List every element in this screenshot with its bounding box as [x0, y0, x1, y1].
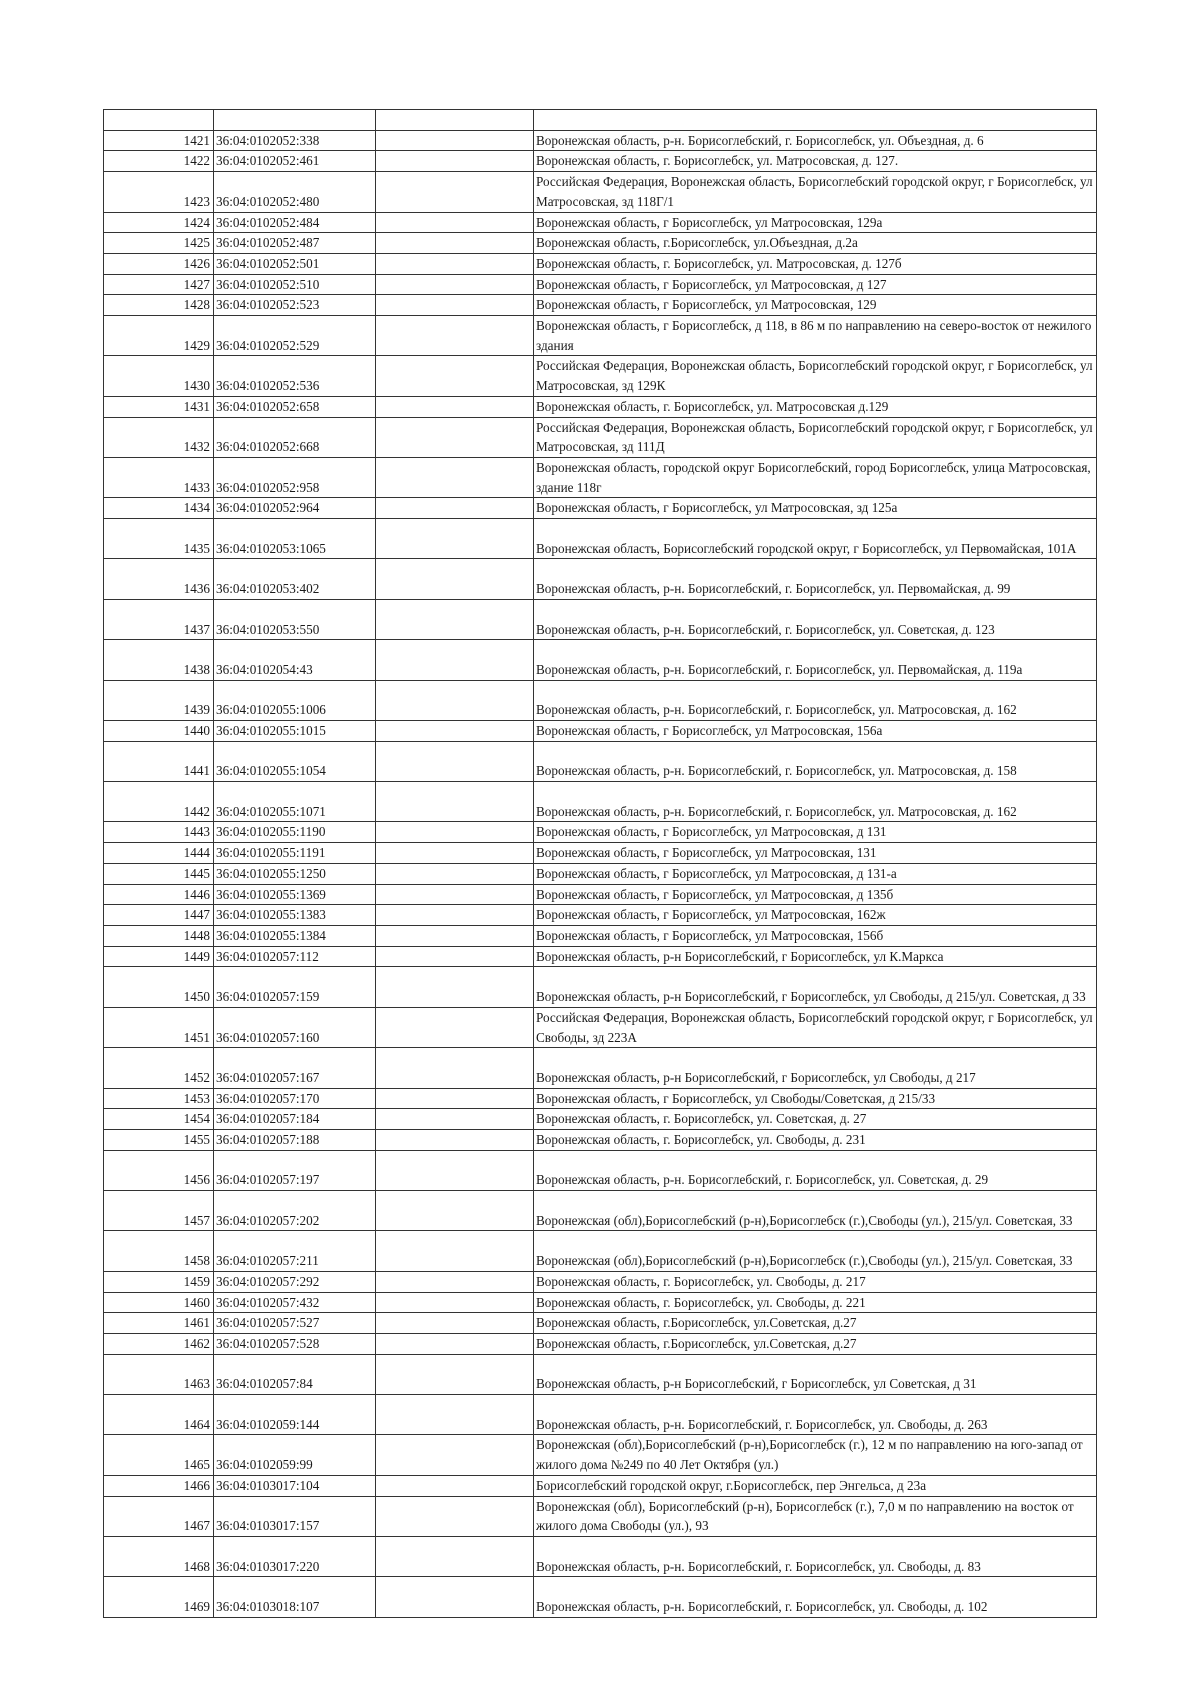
address-cell: Воронежская область, г Борисоглебск, ул Матросовская, 162ж: [534, 905, 1097, 926]
address-cell: Воронежская (обл), Борисоглебский (р-н), Борисоглебск (г.), 7,0 м по направлению на восток от жилого дома Свободы (ул.), 93: [534, 1496, 1097, 1536]
blank-cell: [376, 457, 534, 497]
row-number-cell: 1459: [104, 1271, 214, 1292]
row-number-cell: 1444: [104, 843, 214, 864]
row-number-cell: 1460: [104, 1292, 214, 1313]
row-number-cell: 1441: [104, 741, 214, 781]
blank-cell: [376, 1088, 534, 1109]
cadastral-number-cell: 36:04:0102055:1006: [214, 680, 376, 720]
address-cell: Воронежская область, р-н Борисоглебский, г Борисоглебск, ул Свободы, д 217: [534, 1048, 1097, 1088]
row-number-cell: 1466: [104, 1475, 214, 1496]
table-row: [104, 1292, 1097, 1313]
blank-cell: [376, 863, 534, 884]
blank-cell: [534, 110, 1097, 131]
row-number-cell: 1443: [104, 822, 214, 843]
cadastral-number-cell: 36:04:0103018:107: [214, 1577, 376, 1617]
row-number-cell: 1457: [104, 1191, 214, 1231]
address-cell: Воронежская (обл),Борисоглебский (р-н),Борисоглебск (г.), 12 м по направлению на юго-запад от жилого дома №249 по 40 Лет Октября (ул.): [534, 1435, 1097, 1475]
blank-cell: [376, 110, 534, 131]
cadastral-number-cell: 36:04:0102057:159: [214, 967, 376, 1007]
address-cell: Воронежская область, г. Борисоглебск, ул. Матросовская д.129: [534, 396, 1097, 417]
address-cell: Воронежская область, г Борисоглебск, ул Матросовская, 129: [534, 295, 1097, 316]
address-cell: Российская Федерация, Воронежская область, Борисоглебский городской округ, г Борисоглебск, ул Свободы, зд 223А: [534, 1007, 1097, 1047]
address-cell: Воронежская область, р-н. Борисоглебский, г. Борисоглебск, ул. Матросовская, д. 158: [534, 741, 1097, 781]
table-row: [104, 926, 1097, 947]
address-cell: Воронежская область, р-н. Борисоглебский, г. Борисоглебск, ул. Первомайская, д. 119а: [534, 640, 1097, 680]
row-number-cell: 1429: [104, 316, 214, 356]
address-cell: Воронежская область, г Борисоглебск, ул Матросовская, 156б: [534, 926, 1097, 947]
address-cell: Воронежская область, г.Борисоглебск, ул.Советская, д.27: [534, 1333, 1097, 1354]
table-row: [104, 417, 1097, 457]
blank-cell: [376, 1109, 534, 1130]
table-row: [104, 1007, 1097, 1047]
address-cell: Воронежская область, г Борисоглебск, ул Матросовская, 156а: [534, 721, 1097, 742]
cadastral-number-cell: 36:04:0102052:523: [214, 295, 376, 316]
row-number-cell: 1431: [104, 396, 214, 417]
cadastral-number-cell: 36:04:0102057:160: [214, 1007, 376, 1047]
blank-cell: [376, 417, 534, 457]
table-row: [104, 741, 1097, 781]
blank-cell: [376, 1435, 534, 1475]
row-number-cell: 1458: [104, 1231, 214, 1271]
cadastral-number-cell: 36:04:0102052:487: [214, 233, 376, 254]
table-row: [104, 1333, 1097, 1354]
address-cell: Воронежская область, г. Борисоглебск, ул. Матросовская, д. 127б: [534, 253, 1097, 274]
table-row: [104, 1313, 1097, 1334]
table-row: [104, 253, 1097, 274]
table-row: [104, 519, 1097, 559]
table-row: [104, 1130, 1097, 1151]
address-cell: Воронежская область, р-н. Борисоглебский, г. Борисоглебск, ул. Объездная, д. 6: [534, 130, 1097, 151]
cadastral-number-cell: 36:04:0102053:402: [214, 559, 376, 599]
table-row: [104, 946, 1097, 967]
table-row: [104, 967, 1097, 1007]
row-number-cell: 1428: [104, 295, 214, 316]
cadastral-number-cell: 36:04:0102057:211: [214, 1231, 376, 1271]
address-cell: Воронежская область, Борисоглебский городской округ, г Борисоглебск, ул Первомайская, 101А: [534, 519, 1097, 559]
cadastral-registry-table: [103, 109, 1097, 1618]
row-number-cell: 1432: [104, 417, 214, 457]
table-row: [104, 599, 1097, 639]
address-cell: Российская Федерация, Воронежская область, Борисоглебский городской округ, г Борисоглебск, ул Матросовская, зд 111Д: [534, 417, 1097, 457]
row-number-cell: 1426: [104, 253, 214, 274]
blank-cell: [376, 884, 534, 905]
blank-cell: [376, 967, 534, 1007]
address-cell: Воронежская область, р-н Борисоглебский, г Борисоглебск, ул К.Маркса: [534, 946, 1097, 967]
row-number-cell: 1454: [104, 1109, 214, 1130]
blank-cell: [376, 1496, 534, 1536]
row-number-cell: 1433: [104, 457, 214, 497]
cadastral-number-cell: 36:04:0102052:501: [214, 253, 376, 274]
row-number-cell: 1461: [104, 1313, 214, 1334]
blank-cell: [376, 396, 534, 417]
cadastral-number-cell: 36:04:0102055:1384: [214, 926, 376, 947]
cadastral-number-cell: 36:04:0102055:1071: [214, 782, 376, 822]
row-number-cell: 1438: [104, 640, 214, 680]
blank-cell: [376, 1577, 534, 1617]
address-cell: Воронежская область, г. Борисоглебск, ул. Свободы, д. 231: [534, 1130, 1097, 1151]
row-number-cell: 1442: [104, 782, 214, 822]
table-row: [104, 1577, 1097, 1617]
cadastral-number-cell: 36:04:0102057:197: [214, 1150, 376, 1190]
table-row: [104, 356, 1097, 396]
row-number-cell: 1453: [104, 1088, 214, 1109]
table-row: [104, 274, 1097, 295]
table-row: [104, 905, 1097, 926]
address-cell: Воронежская область, р-н. Борисоглебский, г. Борисоглебск, ул. Свободы, д. 83: [534, 1536, 1097, 1576]
table-row: [104, 1109, 1097, 1130]
cadastral-number-cell: 36:04:0102057:527: [214, 1313, 376, 1334]
address-cell: Воронежская область, г. Борисоглебск, ул. Матросовская, д. 127.: [534, 151, 1097, 172]
cadastral-number-cell: 36:04:0102057:184: [214, 1109, 376, 1130]
blank-cell: [376, 498, 534, 519]
cadastral-number-cell: 36:04:0102057:188: [214, 1130, 376, 1151]
address-cell: Воронежская область, р-н Борисоглебский, г Борисоглебск, ул Советская, д 31: [534, 1354, 1097, 1394]
table-row: [104, 151, 1097, 172]
cadastral-number-cell: 36:04:0102052:536: [214, 356, 376, 396]
address-cell: Воронежская область, г Борисоглебск, ул Матросовская, д 135б: [534, 884, 1097, 905]
cadastral-number-cell: 36:04:0102053:1065: [214, 519, 376, 559]
cadastral-number-cell: 36:04:0102059:99: [214, 1435, 376, 1475]
blank-cell: [376, 295, 534, 316]
row-number-cell: 1467: [104, 1496, 214, 1536]
row-number-cell: 1448: [104, 926, 214, 947]
table-row: [104, 782, 1097, 822]
table-row: [104, 1435, 1097, 1475]
blank-cell: [376, 721, 534, 742]
address-cell: Воронежская (обл),Борисоглебский (р-н),Борисоглебск (г.),Свободы (ул.), 215/ул. Советская, 33: [534, 1231, 1097, 1271]
blank-cell: [376, 905, 534, 926]
address-cell: Воронежская область, р-н. Борисоглебский, г. Борисоглебск, ул. Свободы, д. 102: [534, 1577, 1097, 1617]
blank-cell: [376, 599, 534, 639]
address-cell: Воронежская область, р-н. Борисоглебский, г. Борисоглебск, ул. Советская, д. 123: [534, 599, 1097, 639]
cadastral-number-cell: 36:04:0102055:1190: [214, 822, 376, 843]
table-row: [104, 1048, 1097, 1088]
cadastral-number-cell: 36:04:0102057:170: [214, 1088, 376, 1109]
table-row: [104, 1088, 1097, 1109]
row-number-cell: 1427: [104, 274, 214, 295]
blank-cell: [376, 253, 534, 274]
blank-cell: [376, 822, 534, 843]
row-number-cell: 1455: [104, 1130, 214, 1151]
address-cell: Российская Федерация, Воронежская область, Борисоглебский городской округ, г Борисоглебск, ул Матросовская, зд 129К: [534, 356, 1097, 396]
blank-cell: [376, 1191, 534, 1231]
table-row: [104, 1271, 1097, 1292]
cadastral-number-cell: 36:04:0102052:338: [214, 130, 376, 151]
cadastral-number-cell: 36:04:0102055:1054: [214, 741, 376, 781]
cadastral-number-cell: 36:04:0102052:964: [214, 498, 376, 519]
blank-cell: [376, 519, 534, 559]
table-row: [104, 498, 1097, 519]
table-row: [104, 457, 1097, 497]
cadastral-number-cell: 36:04:0102055:1250: [214, 863, 376, 884]
blank-cell: [376, 1271, 534, 1292]
cadastral-number-cell: 36:04:0102052:461: [214, 151, 376, 172]
address-cell: Воронежская область, г Борисоглебск, ул Свободы/Советская, д 215/33: [534, 1088, 1097, 1109]
table-header-blank-row: [104, 110, 1097, 131]
row-number-cell: 1423: [104, 172, 214, 212]
cadastral-number-cell: 36:04:0102053:550: [214, 599, 376, 639]
row-number-cell: 1464: [104, 1395, 214, 1435]
cadastral-number-cell: 36:04:0102057:528: [214, 1333, 376, 1354]
table-row: [104, 843, 1097, 864]
blank-cell: [376, 843, 534, 864]
blank-cell: [376, 1007, 534, 1047]
address-cell: Воронежская область, р-н. Борисоглебский, г. Борисоглебск, ул. Свободы, д. 263: [534, 1395, 1097, 1435]
row-number-cell: 1450: [104, 967, 214, 1007]
address-cell: Воронежская область, г Борисоглебск, ул Матросовская, д 131-а: [534, 863, 1097, 884]
table-row: [104, 1496, 1097, 1536]
table-row: [104, 1395, 1097, 1435]
row-number-cell: 1446: [104, 884, 214, 905]
row-number-cell: 1436: [104, 559, 214, 599]
cadastral-number-cell: 36:04:0102054:43: [214, 640, 376, 680]
row-number-cell: 1449: [104, 946, 214, 967]
blank-cell: [376, 782, 534, 822]
blank-cell: [376, 1130, 534, 1151]
table-row: [104, 130, 1097, 151]
cadastral-number-cell: 36:04:0102057:292: [214, 1271, 376, 1292]
table-row: [104, 863, 1097, 884]
row-number-cell: 1440: [104, 721, 214, 742]
address-cell: Воронежская область, г Борисоглебск, ул Матросовская, д 127: [534, 274, 1097, 295]
cadastral-number-cell: 36:04:0102055:1383: [214, 905, 376, 926]
address-cell: Воронежская область, р-н Борисоглебский, г Борисоглебск, ул Свободы, д 215/ул. Советская, д 33: [534, 967, 1097, 1007]
blank-cell: [376, 130, 534, 151]
address-cell: Воронежская область, г. Борисоглебск, ул. Свободы, д. 217: [534, 1271, 1097, 1292]
row-number-cell: 1469: [104, 1577, 214, 1617]
blank-cell: [376, 1048, 534, 1088]
blank-cell: [376, 1354, 534, 1394]
blank-cell: [214, 110, 376, 131]
table-row: [104, 1475, 1097, 1496]
cadastral-number-cell: 36:04:0102059:144: [214, 1395, 376, 1435]
address-cell: Воронежская область, г Борисоглебск, ул Матросовская, 129а: [534, 212, 1097, 233]
address-cell: Воронежская область, г Борисоглебск, ул Матросовская, д 131: [534, 822, 1097, 843]
cadastral-number-cell: 36:04:0103017:220: [214, 1536, 376, 1576]
row-number-cell: 1468: [104, 1536, 214, 1576]
address-cell: Воронежская область, г Борисоглебск, ул Матросовская, зд 125а: [534, 498, 1097, 519]
row-number-cell: 1437: [104, 599, 214, 639]
table-row: [104, 721, 1097, 742]
row-number-cell: 1463: [104, 1354, 214, 1394]
cadastral-number-cell: 36:04:0102055:1015: [214, 721, 376, 742]
cadastral-number-cell: 36:04:0103017:157: [214, 1496, 376, 1536]
table-row: [104, 884, 1097, 905]
table-row: [104, 316, 1097, 356]
blank-cell: [376, 212, 534, 233]
blank-cell: [376, 1231, 534, 1271]
blank-cell: [376, 356, 534, 396]
row-number-cell: 1430: [104, 356, 214, 396]
row-number-cell: 1445: [104, 863, 214, 884]
blank-cell: [376, 1150, 534, 1190]
row-number-cell: 1451: [104, 1007, 214, 1047]
address-cell: Воронежская область, р-н. Борисоглебский, г. Борисоглебск, ул. Матросовская, д. 162: [534, 680, 1097, 720]
table-row: [104, 559, 1097, 599]
cadastral-number-cell: 36:04:0102052:484: [214, 212, 376, 233]
cadastral-number-cell: 36:04:0102052:658: [214, 396, 376, 417]
cadastral-number-cell: 36:04:0102057:432: [214, 1292, 376, 1313]
address-cell: Воронежская область, р-н. Борисоглебский, г. Борисоглебск, ул. Советская, д. 29: [534, 1150, 1097, 1190]
table-row: [104, 680, 1097, 720]
row-number-cell: 1434: [104, 498, 214, 519]
cadastral-number-cell: 36:04:0102055:1369: [214, 884, 376, 905]
blank-cell: [376, 1536, 534, 1576]
table-row: [104, 233, 1097, 254]
table-row: [104, 172, 1097, 212]
row-number-cell: 1422: [104, 151, 214, 172]
row-number-cell: 1456: [104, 1150, 214, 1190]
blank-cell: [376, 926, 534, 947]
table-row: [104, 1354, 1097, 1394]
cadastral-number-cell: 36:04:0102052:958: [214, 457, 376, 497]
address-cell: Борисоглебский городской округ, г.Борисоглебск, пер Энгельса, д 23а: [534, 1475, 1097, 1496]
table-row: [104, 1191, 1097, 1231]
cadastral-number-cell: 36:04:0102057:167: [214, 1048, 376, 1088]
address-cell: Воронежская область, р-н. Борисоглебский, г. Борисоглебск, ул. Матросовская, д. 162: [534, 782, 1097, 822]
blank-cell: [376, 946, 534, 967]
blank-cell: [376, 274, 534, 295]
cadastral-number-cell: 36:04:0102057:84: [214, 1354, 376, 1394]
blank-cell: [376, 172, 534, 212]
table-row: [104, 396, 1097, 417]
row-number-cell: 1465: [104, 1435, 214, 1475]
blank-cell: [376, 316, 534, 356]
blank-cell: [376, 1475, 534, 1496]
table-row: [104, 212, 1097, 233]
table-row: [104, 295, 1097, 316]
address-cell: Воронежская область, г Борисоглебск, д 118, в 86 м по направлению на северо-восток от нежилого здания: [534, 316, 1097, 356]
address-cell: Воронежская область, г. Борисоглебск, ул. Советская, д. 27: [534, 1109, 1097, 1130]
cadastral-number-cell: 36:04:0102052:480: [214, 172, 376, 212]
cadastral-number-cell: 36:04:0103017:104: [214, 1475, 376, 1496]
address-cell: Воронежская область, г. Борисоглебск, ул. Свободы, д. 221: [534, 1292, 1097, 1313]
address-cell: Российская Федерация, Воронежская область, Борисоглебский городской округ, г Борисоглебск, ул Матросовская, зд 118Г/1: [534, 172, 1097, 212]
address-cell: Воронежская область, г.Борисоглебск, ул.Советская, д.27: [534, 1313, 1097, 1334]
row-number-cell: 1462: [104, 1333, 214, 1354]
row-number-cell: 1424: [104, 212, 214, 233]
blank-cell: [376, 1395, 534, 1435]
blank-cell: [376, 680, 534, 720]
blank-cell: [376, 559, 534, 599]
address-cell: Воронежская (обл),Борисоглебский (р-н),Борисоглебск (г.),Свободы (ул.), 215/ул. Советская, 33: [534, 1191, 1097, 1231]
table-row: [104, 1231, 1097, 1271]
row-number-cell: 1447: [104, 905, 214, 926]
blank-cell: [376, 741, 534, 781]
address-cell: Воронежская область, г.Борисоглебск, ул.Объездная, д.2а: [534, 233, 1097, 254]
blank-cell: [376, 640, 534, 680]
cadastral-number-cell: 36:04:0102052:668: [214, 417, 376, 457]
blank-cell: [376, 1333, 534, 1354]
table-row: [104, 822, 1097, 843]
table-row: [104, 640, 1097, 680]
blank-cell: [376, 1292, 534, 1313]
row-number-cell: 1439: [104, 680, 214, 720]
address-cell: Воронежская область, г Борисоглебск, ул Матросовская, 131: [534, 843, 1097, 864]
blank-cell: [376, 151, 534, 172]
row-number-cell: 1435: [104, 519, 214, 559]
row-number-cell: 1452: [104, 1048, 214, 1088]
cadastral-number-cell: 36:04:0102052:529: [214, 316, 376, 356]
row-number-cell: 1421: [104, 130, 214, 151]
blank-cell: [376, 1313, 534, 1334]
row-number-cell: 1425: [104, 233, 214, 254]
cadastral-number-cell: 36:04:0102057:202: [214, 1191, 376, 1231]
blank-cell: [376, 233, 534, 254]
blank-cell: [104, 110, 214, 131]
cadastral-number-cell: 36:04:0102055:1191: [214, 843, 376, 864]
registry-table-body: [104, 110, 1097, 1618]
table-row: [104, 1536, 1097, 1576]
address-cell: Воронежская область, р-н. Борисоглебский, г. Борисоглебск, ул. Первомайская, д. 99: [534, 559, 1097, 599]
cadastral-number-cell: 36:04:0102052:510: [214, 274, 376, 295]
table-row: [104, 1150, 1097, 1190]
address-cell: Воронежская область, городской округ Борисоглебский, город Борисоглебск, улица Матросовская, здание 118г: [534, 457, 1097, 497]
cadastral-number-cell: 36:04:0102057:112: [214, 946, 376, 967]
